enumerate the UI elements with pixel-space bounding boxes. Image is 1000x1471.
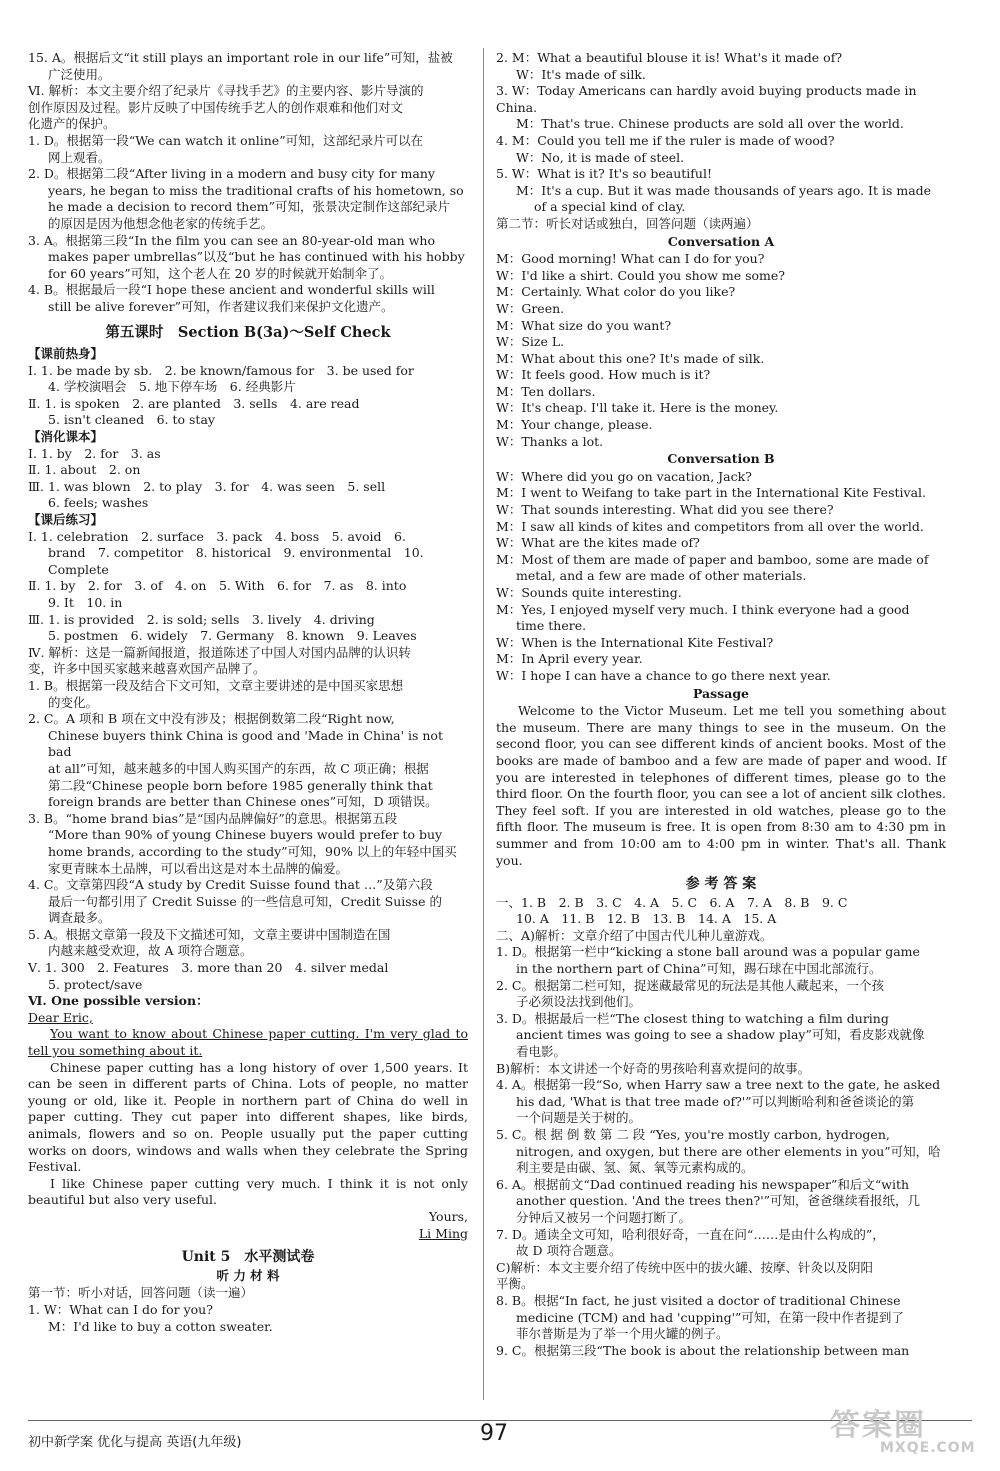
answer-line: Ⅴ. 1. 300 2. Features 3. more than 20 4. silver medal xyxy=(28,960,389,976)
column-divider xyxy=(483,48,484,1400)
answer-line: 第二段“Chinese people born before 1985 generally think that xyxy=(48,777,433,793)
answer-line: 10. A 11. B 12. B 13. B 14. A 15. A xyxy=(516,911,777,927)
dialogue-line: W：No, it is made of steel. xyxy=(516,149,685,165)
answer-line: Ⅱ. 1. by 2. for 3. of 4. on 5. With 6. for 7. as 8. into xyxy=(28,578,407,594)
answer-line: 5. C。根 据 倒 数 第 二 段 “Yes, you're mostly carbon, hydrogen, xyxy=(496,1127,890,1142)
conversation-a-title: Conversation A xyxy=(667,233,775,249)
answer-line: 子必须设法找到他们。 xyxy=(516,994,642,1010)
answer-line: Ⅰ. 1. be made by sb. 2. be known/famous for 3. be used for xyxy=(28,362,414,378)
answer-line: 5. protect/save xyxy=(48,976,143,992)
dialogue-line: W：Green. xyxy=(496,300,565,316)
answer-line: in the northern part of China”可知，踢石球在中国北部流行。 xyxy=(516,961,882,977)
answer-line: 5. isn't cleaned 6. to stay xyxy=(48,412,215,428)
dialogue-line: M：What size do you want? xyxy=(496,317,672,333)
answer-line: 调查最多。 xyxy=(48,910,111,926)
letter-signature: Li Ming xyxy=(418,1225,468,1241)
analysis-line: Ⅳ. 解析：这是一篇新闻报道，报道陈述了中国人对国内品牌的认识转 xyxy=(28,644,411,660)
section-heading: 第二节：听长对话或独白，回答问题（读两遍） xyxy=(496,215,759,231)
dialogue-line: 4. M：Could you tell me if the ruler is made of wood? xyxy=(496,132,835,148)
dialogue-line: M：It's a cup. But it was made thousands of years ago. It is made xyxy=(516,182,932,198)
section-heading: 第一节：听小对话，回答问题（读一遍） xyxy=(28,1285,254,1301)
answer-line: 1. B。根据第一段及结合下文可知，文章主要讲述的是中国买家思想 xyxy=(28,677,404,693)
answer-line: 3. B。“home brand bias”是“国内品牌偏好”的意思。根据第五段 xyxy=(28,810,398,826)
passage-title: Passage xyxy=(692,685,750,701)
analysis-line: 创作原因及过程。影片反映了中国传统手艺人的创作艰难和他们对文 xyxy=(28,99,404,115)
watermark-logo xyxy=(830,1400,980,1460)
analysis-line: 变，许多中国买家越来越喜欢国产品牌了。 xyxy=(28,661,266,677)
answer-line: 15. A。根据后文“it still plays an important role in our life”可知，盐被 xyxy=(28,50,453,65)
dialogue-line: M：Good morning! What can I do for you? xyxy=(496,251,765,267)
answer-line: Ⅰ. 1. celebration 2. surface 3. pack 4. boss 5. avoid 6. xyxy=(28,528,406,544)
answer-line: 2. C。根据第二栏可知，捉迷藏最常见的玩法是其他人藏起来，一个孩 xyxy=(496,977,884,993)
dialogue-line: 2. M：What a beautiful blouse it is! What's it made of? xyxy=(496,50,843,65)
letter-paragraph: You want to know about Chinese paper cutting. I'm very glad to tell you something about it. xyxy=(28,1026,468,1059)
dialogue-line: M：I went to Weifang to take part in the International Kite Festival. xyxy=(496,485,926,501)
answer-line: 一、1. B 2. B 3. C 4. A 5. C 6. A 7. A 8. B 9. C xyxy=(496,894,848,910)
answer-line: ancient times was going to see a shadow play”可知，看皮影戏就像 xyxy=(516,1027,925,1043)
answer-line: 1. D。根据第一段“We can watch it online”可知，这部纪录片可以在 xyxy=(28,132,424,148)
answer-line: 9. C。根据第三段“The book is about the relationship between man xyxy=(496,1342,910,1358)
watermark-text: 答案圈 xyxy=(830,1408,926,1443)
listening-title: 听 力 材 料 xyxy=(216,1267,280,1283)
answer-line: 一个问题是关于树的。 xyxy=(516,1110,642,1126)
answer-line: 4. A。根据第一段“So, when Harry saw a tree next to the gate, he asked xyxy=(496,1077,941,1093)
right-column xyxy=(496,50,946,1359)
dialogue-line: W：It's made of silk. xyxy=(516,66,646,82)
dialogue-line: M：That's true. Chinese products are sold all over the world. xyxy=(516,116,904,132)
answer-line: 利主要是由碳、氢、氮、氧等元素构成的。 xyxy=(516,1160,754,1176)
dialogue-line: 5. W：What is it? It's so beautiful! xyxy=(496,166,712,182)
book-title: 初中新学案 优化与提高 英语(九年级) xyxy=(28,1435,242,1450)
dialogue-line: 1. W：What can I do for you? xyxy=(28,1301,213,1317)
answer-line: 最后一句都引用了 Credit Suisse 的一些信息可知，Credit Suisse 的 xyxy=(48,893,442,909)
answer-line: 7. D。通读全文可知，哈利很好奇，一直在问“……是由什么构成的”， xyxy=(496,1226,885,1242)
answer-line: 8. B。根据“In fact, he just visited a doctor of traditional Chinese xyxy=(496,1292,901,1308)
answer-line: 3. A。根据第三段“In the film you can see an 80-year-old man who xyxy=(28,232,435,248)
answer-line: foreign brands are better than Chinese ones”可知，D 项错误。 xyxy=(48,794,438,810)
letter-sign-off: Yours, xyxy=(428,1208,468,1224)
analysis-line: 平衡。 xyxy=(496,1276,534,1292)
answer-line: his dad, 'What is that tree made of?'”可以判断哈利和爸爸谈论的第 xyxy=(516,1093,915,1109)
dialogue-line: W：I'd like a shirt. Could you show me some? xyxy=(496,267,785,283)
analysis-line: Ⅵ. 解析：本文主要介绍了纪录片《寻找手艺》的主要内容、影片导演的 xyxy=(28,83,424,99)
answer-line: makes paper umbrellas”以及“but he has continued with his hobby xyxy=(48,249,465,265)
left-column xyxy=(28,50,468,1335)
answer-line: 菲尔普斯是为了举一个用火罐的例子。 xyxy=(516,1326,729,1342)
passage-text: Welcome to the Victor Museum. Let me tell you something about the museum. There are many things to see in the museum. On the second floor, you can see different kinds of ancient books. Most of the books are made of bamboo and a few are made of paper and wood. If you are interested in telephones of different times, please go to the third floor. On the fourth floor, you can see a lot of ancient silk clothes. They feel soft. If you are interested in old watches, please go to the fifth floor. The museum is free. It is open from 8:30 am to 4:30 pm in summer and from 10:00 am to 4:00 pm in winter. That's all. Thank you. xyxy=(496,703,946,868)
analysis-line: B)解析：本文讲述一个好奇的男孩哈利喜欢提问的故事。 xyxy=(496,1060,811,1076)
answer-line: 3. D。根据最后一栏“The closest thing to watching a film during xyxy=(496,1010,889,1026)
answer-line: 5. A。根据文章第一段及下文描述可知，文章主要讲中国制造在国 xyxy=(28,926,391,942)
answer-line: 网上观看。 xyxy=(48,149,111,165)
dialogue-line: M：Certainly. What color do you like? xyxy=(496,284,736,300)
answer-line: 6. A。根据前文“Dad continued reading his newspaper”和后文“with xyxy=(496,1176,910,1192)
unit-title: Unit 5 水平测试卷 xyxy=(181,1249,315,1266)
answer-line: 4. B。根据最后一段“I hope these ancient and wonderful skills will xyxy=(28,282,435,298)
dialogue-line: metal, and a few are made of other materials. xyxy=(516,568,807,584)
answer-line: for 60 years”可知，这个老人在 20 岁的时候就开始制伞了。 xyxy=(48,265,393,281)
answer-line: 5. postmen 6. widely 7. Germany 8. known 9. Leaves xyxy=(48,628,417,644)
analysis-line: C)解析：本文主要介绍了传统中医中的拔火罐、按摩、针灸以及阴阳 xyxy=(496,1259,873,1275)
answer-line: medicine (TCM) and had 'cupping'”可知，在第一段中作者提到了 xyxy=(516,1309,904,1325)
lesson-title: 第五课时 Section B(3a)～Self Check xyxy=(105,323,391,341)
answers-title: 参 考 答 案 xyxy=(685,876,757,893)
dialogue-line: time there. xyxy=(516,618,587,634)
answer-line: Ⅱ. 1. is spoken 2. are planted 3. sells 4. are read xyxy=(28,395,360,411)
dialogue-line: W：That sounds interesting. What did you see there? xyxy=(496,502,834,518)
dialogue-line: W：It's cheap. I'll take it. Here is the money. xyxy=(496,400,779,416)
dialogue-line: W：It feels good. How much is it? xyxy=(496,367,711,383)
answer-line: Ⅱ. 1. about 2. on xyxy=(28,462,141,478)
answer-line: 9. It 10. in xyxy=(48,595,123,610)
answer-line: 2. C。A 项和 B 项在文中没有涉及；根据倒数第二段“Right now, xyxy=(28,711,395,727)
answer-line: 的变化。 xyxy=(48,694,99,710)
answer-line: another question. 'And the trees then?'”可知，爸爸继续看报纸，几 xyxy=(516,1193,921,1209)
answer-line: nitrogen, and oxygen, but there are other elements in you”可知，哈 xyxy=(516,1143,941,1159)
answer-line: 家更青睐本土品牌，可以看出这是对本土品牌的偏爱。 xyxy=(48,860,349,876)
answer-line: 内越来越受欢迎，故 A 项符合题意。 xyxy=(48,943,253,959)
letter-paragraph: Chinese paper cutting has a long history of over 1,500 years. It can be seen in different parts of China. Lots of people, no matter young or old, like it. People in northern part of China do well in paper cutting. They cut paper into different shapes, like birds, animals, flowers and so on. People usually put the paper cutting works on doors, windows and walls when they celebrate the Spring Festival. xyxy=(28,1059,468,1175)
dialogue-line: M：Yes, I enjoyed myself very much. I think everyone had a good xyxy=(496,601,910,617)
conversation-b-title: Conversation B xyxy=(667,451,775,467)
analysis-line: 化遗产的保护。 xyxy=(28,116,116,132)
answer-line: brand 7. competitor 8. historical 9. environmental 10. xyxy=(48,545,424,561)
analysis-line: 二、A)解析：文章介绍了中国古代儿种儿童游戏。 xyxy=(496,927,773,943)
answer-line: still be alive forever”可知，作者建议我们来保护文化遗产。 xyxy=(48,298,394,314)
answer-line: 4. C。文章第四段“A study by Credit Suisse found that …”及第六段 xyxy=(28,877,433,893)
dialogue-line: W：What are the kites made of? xyxy=(496,535,700,551)
dialogue-line: W：Size L. xyxy=(496,334,565,350)
page-number: 97 xyxy=(480,1421,508,1446)
answer-line: 6. feels; washes xyxy=(48,495,149,511)
section-heading: 【消化课本】 xyxy=(28,429,104,445)
dialogue-line: W：When is the International Kite Festival? xyxy=(496,634,774,650)
answer-line: 4. 学校演唱会 5. 地下停车场 6. 经典影片 xyxy=(48,379,296,395)
answer-line: 分钟后又被另一个问题打断了。 xyxy=(516,1209,692,1225)
dialogue-line: M：Your change, please. xyxy=(496,417,653,433)
answer-line: Complete xyxy=(48,561,109,577)
dialogue-line: M：What about this one? It's made of silk. xyxy=(496,350,765,366)
answer-line: home brands, according to the study”可知，90% 以上的年轻中国买 xyxy=(48,843,457,859)
letter-paragraph: I like Chinese paper cutting very much. I think it is not only beautiful but also very useful. xyxy=(28,1175,468,1208)
answer-line: “More than 90% of young Chinese buyers would prefer to buy xyxy=(48,827,443,843)
answer-line: at all”可知，越来越多的中国人购买国产的东西，故 C 项正确；根据 xyxy=(48,760,429,776)
dialogue-line: of a special kind of clay. xyxy=(534,199,686,215)
answer-line: years, he began to miss the traditional crafts of his hometown, so xyxy=(48,182,464,198)
dialogue-line: W：Where did you go on vacation, Jack? xyxy=(496,468,752,484)
dialogue-line: M：Ten dollars. xyxy=(496,383,596,399)
dialogue-line: M：In April every year. xyxy=(496,651,643,667)
letter-greeting: Dear Eric, xyxy=(28,1009,93,1025)
answer-line: 故 D 项符合题意。 xyxy=(516,1243,622,1259)
answer-line: 的原因是因为他想念他老家的传统手艺。 xyxy=(48,215,274,231)
watermark-url: MXQE.COM xyxy=(880,1440,976,1456)
dialogue-line: 3. W：Today Americans can hardly avoid buying products made in China. xyxy=(496,83,921,115)
dialogue-line: M：I saw all kinds of kites and competitors from all over the world. xyxy=(496,518,924,534)
dialogue-line: W：Thanks a lot. xyxy=(496,433,604,449)
dialogue-line: M：I'd like to buy a cotton sweater. xyxy=(48,1318,273,1334)
section-heading: 【课前热身】 xyxy=(28,346,104,362)
answer-line: Ⅰ. 1. by 2. for 3. as xyxy=(28,445,161,461)
answer-line: 2. D。根据第二段“After living in a modern and busy city for many xyxy=(28,166,435,182)
section-heading: 【课后练习】 xyxy=(28,512,104,528)
dialogue-line: M：Most of them are made of paper and bamboo, some are made of xyxy=(496,551,929,567)
section-heading: Ⅵ. One possible version： xyxy=(28,993,209,1009)
answer-line: Ⅲ. 1. was blown 2. to play 3. for 4. was seen 5. sell xyxy=(28,478,386,494)
answer-line: 广泛使用。 xyxy=(48,66,111,82)
dialogue-line: W：Sounds quite interesting. xyxy=(496,585,682,600)
answer-line: 看电影。 xyxy=(516,1044,567,1060)
answer-line: Ⅲ. 1. is provided 2. is sold; sells 3. lively 4. driving xyxy=(28,611,375,627)
answer-line: Chinese buyers think China is good and 'Made in China' is not bad xyxy=(48,727,447,760)
answer-line: 1. D。根据第一栏中“kicking a stone ball around was a popular game xyxy=(496,944,920,960)
answer-line: he made a decision to record them”可知，张景决定制作这部纪录片 xyxy=(48,199,450,215)
dialogue-line: W：I hope I can have a chance to go there next year. xyxy=(496,667,831,683)
